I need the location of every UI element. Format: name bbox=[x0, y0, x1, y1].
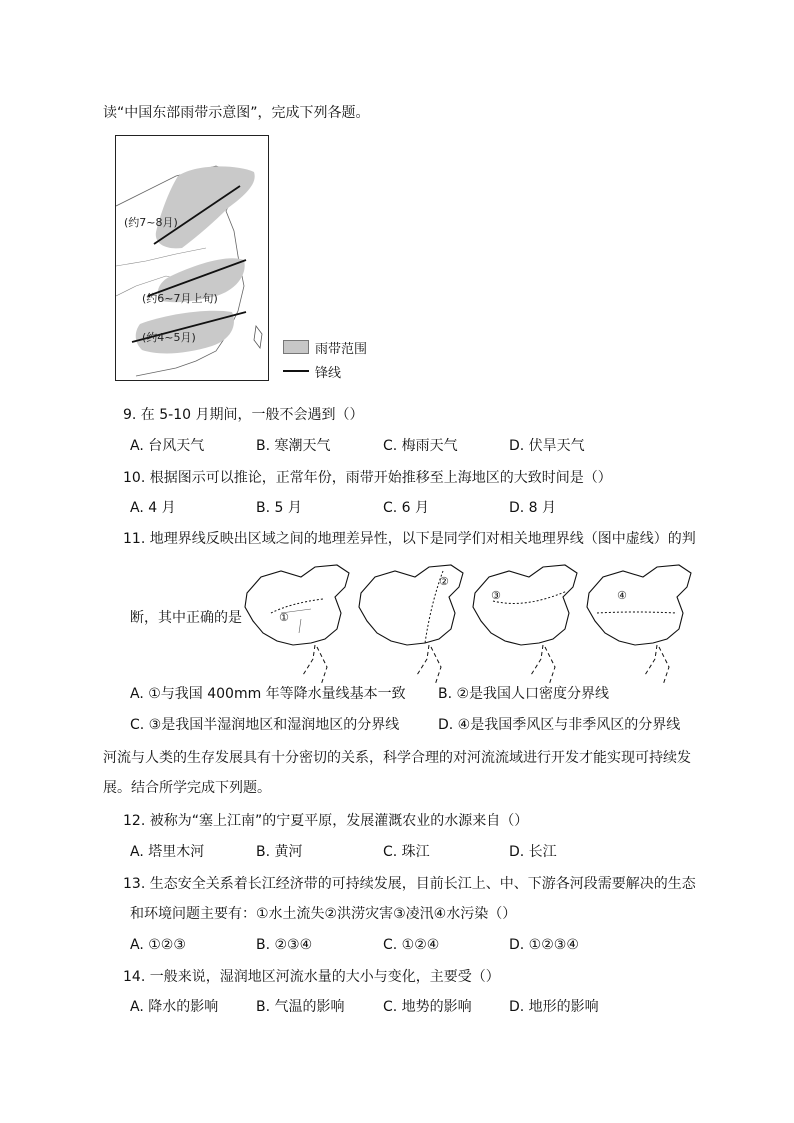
rain-belt-map bbox=[115, 135, 269, 381]
intro-text: 读“中国东部雨带示意图”，完成下列各题。 bbox=[103, 105, 370, 121]
question-14: 14. 一般来说，湿润地区河流水量的大小与变化，主要受（） bbox=[123, 969, 500, 985]
intro2-line2: 展。结合所学完成下列题。 bbox=[103, 780, 271, 796]
q14-option-d[interactable]: D. 地形的影响 bbox=[509, 999, 599, 1015]
map-1 bbox=[245, 565, 349, 685]
q10-option-a[interactable]: A. 4 月 bbox=[130, 500, 176, 516]
q14-option-c[interactable]: C. 地势的影响 bbox=[383, 999, 472, 1015]
q13-option-d[interactable]: D. ①②③④ bbox=[509, 937, 579, 953]
rain-swatch bbox=[283, 340, 309, 354]
legend-front-label: 锋线 bbox=[315, 365, 342, 381]
question-11-cont: 断，其中正确的是 bbox=[130, 610, 242, 626]
map-4 bbox=[587, 565, 691, 685]
q10-option-b[interactable]: B. 5 月 bbox=[256, 500, 302, 516]
q12-option-b[interactable]: B. 黄河 bbox=[256, 844, 303, 860]
q11-option-a[interactable]: A. ①与我国 400mm 年等降水量线基本一致 bbox=[130, 686, 406, 702]
question-10: 10. 根据图示可以推论，正常年份，雨带开始推移至上海地区的大致时间是（） bbox=[123, 470, 612, 486]
q10-option-c[interactable]: C. 6 月 bbox=[383, 500, 430, 516]
q13-option-a[interactable]: A. ①②③ bbox=[130, 937, 186, 953]
q11-option-b[interactable]: B. ②是我国人口密度分界线 bbox=[438, 686, 610, 702]
legend-front bbox=[283, 361, 367, 381]
map-legend bbox=[283, 337, 367, 385]
question-12: 12. 被称为“塞上江南”的宁夏平原，发展灌溉农业的水源来自（） bbox=[123, 813, 529, 829]
legend-rain bbox=[283, 337, 367, 357]
question-9: 9. 在 5-10 月期间，一般不会遇到（） bbox=[123, 407, 364, 423]
q9-option-b[interactable]: B. 寒潮天气 bbox=[256, 438, 331, 454]
taiwan-outline bbox=[254, 326, 262, 348]
q12-option-a[interactable]: A. 塔里木河 bbox=[130, 844, 205, 860]
question-13: 13. 生态安全关系着长江经济带的可持续发展，目前长江上、中、下游各河段需要解决的生态 bbox=[123, 876, 696, 892]
q14-option-b[interactable]: B. 气温的影响 bbox=[256, 999, 345, 1015]
label-jul-aug: (约7~8月) bbox=[124, 216, 178, 229]
q13-option-b[interactable]: B. ②③④ bbox=[256, 937, 313, 953]
q10-option-d[interactable]: D. 8 月 bbox=[509, 500, 557, 516]
map-2 bbox=[359, 565, 463, 685]
label-apr-may: (约4~5月) bbox=[142, 331, 196, 344]
front-swatch bbox=[283, 370, 309, 372]
q11-option-c[interactable]: C. ③是我国半湿润地区和湿润地区的分界线 bbox=[130, 717, 400, 733]
boundary-maps bbox=[241, 563, 693, 689]
map-3 bbox=[473, 565, 577, 685]
q12-option-c[interactable]: C. 珠江 bbox=[383, 844, 430, 860]
question-11: 11. 地理界线反映出区域之间的地理差异性，以下是同学们对相关地理界线（图中虚线）的判 bbox=[123, 531, 696, 547]
province-line bbox=[116, 248, 206, 266]
q13-option-c[interactable]: C. ①②④ bbox=[383, 937, 440, 953]
question-13-cont: 和环境问题主要有：①水土流失②洪涝灾害③凌汛④水污染（） bbox=[130, 906, 517, 922]
china-east-map-svg bbox=[116, 136, 268, 380]
intro2-line1: 河流与人类的生存发展具有十分密切的关系，科学合理的对河流流域进行开发才能实现可持续发 bbox=[103, 750, 691, 766]
q14-option-a[interactable]: A. 降水的影响 bbox=[130, 999, 219, 1015]
q9-option-c[interactable]: C. 梅雨天气 bbox=[383, 438, 458, 454]
map-mark-4: ④ bbox=[617, 589, 627, 602]
q9-option-a[interactable]: A. 台风天气 bbox=[130, 438, 205, 454]
q9-option-d[interactable]: D. 伏旱天气 bbox=[509, 438, 585, 454]
label-jun-jul: (约6~7月上旬) bbox=[142, 292, 218, 305]
map-mark-2: ② bbox=[439, 575, 449, 588]
boundary-maps-svg bbox=[241, 563, 693, 689]
legend-rain-label: 雨带范围 bbox=[315, 341, 368, 357]
q12-option-d[interactable]: D. 长江 bbox=[509, 844, 557, 860]
map-mark-1: ① bbox=[279, 611, 289, 624]
q11-option-d[interactable]: D. ④是我国季风区与非季风区的分界线 bbox=[438, 717, 681, 733]
map-mark-3: ③ bbox=[491, 589, 501, 602]
